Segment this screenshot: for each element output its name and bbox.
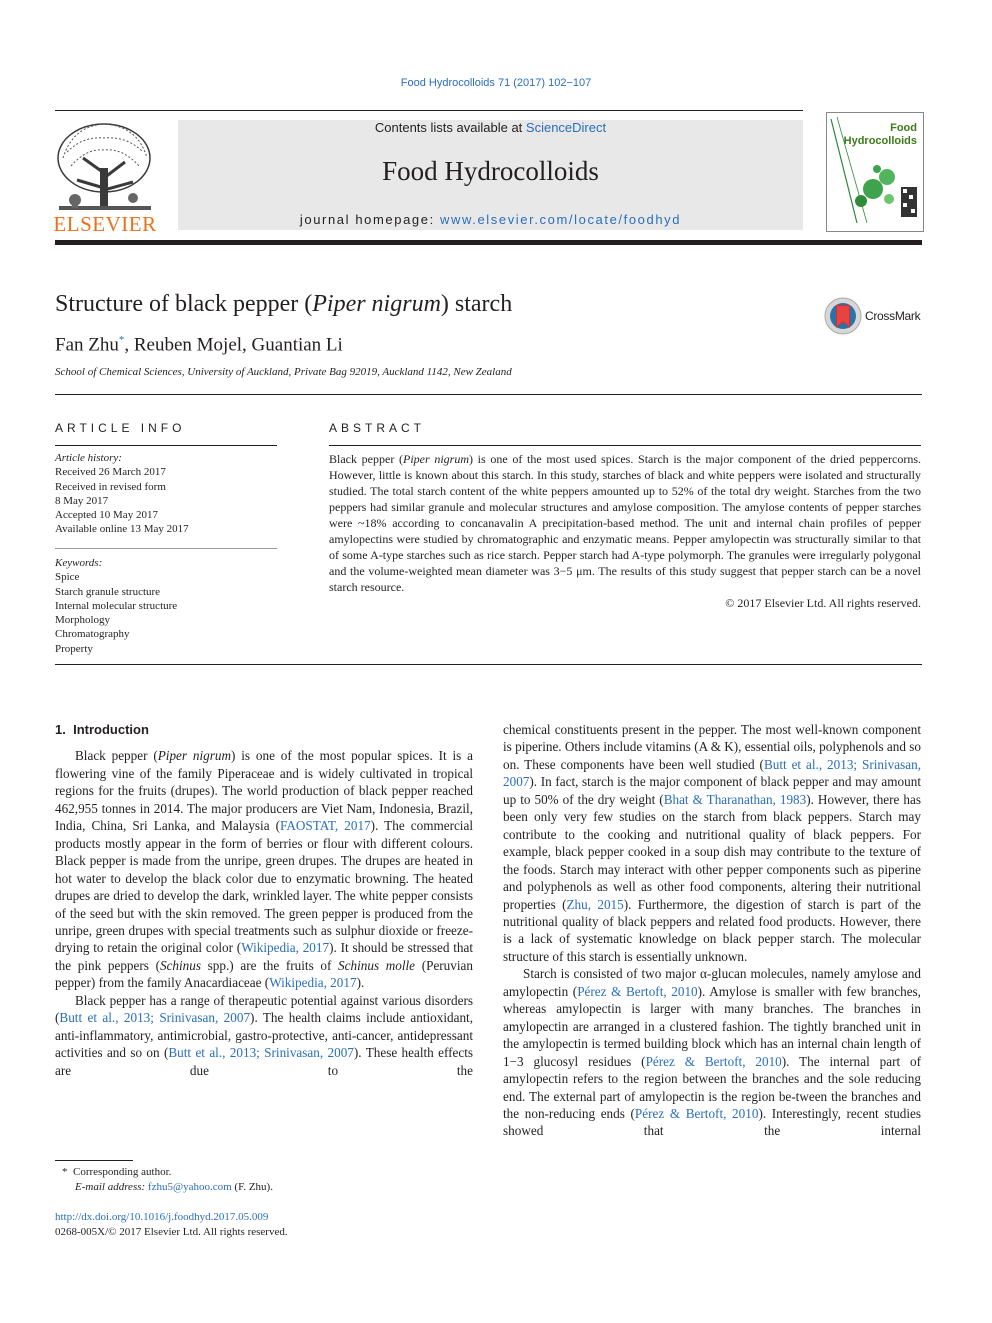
homepage-link[interactable]: www.elsevier.com/locate/foodhyd [440, 212, 682, 227]
article-title [55, 291, 512, 318]
cover-art-icon [827, 113, 921, 229]
crossmark-badge[interactable] [824, 296, 924, 336]
reference-link[interactable]: Butt et al., 2013; Srinivasan, 2007 [168, 1045, 354, 1061]
paragraph [55, 992, 473, 1079]
header-rule [55, 110, 803, 111]
text: ) is one of the most popular spices. It is a flowering vine of the family Piperaceae and is widely cultivated in tropical regions for the fruits (drupes). The world production of black pepper reached 462,955 tonnes in 2014. The major producers are Viet Nam, Indonesia, Brazil, India, China, Sri Lanka, and Malaysia ( [55, 748, 473, 834]
title-rule [55, 394, 922, 395]
history-item: Accepted 10 May 2017 [55, 509, 158, 522]
abstract-part: ) is one of the most used spices. Starch is the major component of the dried peppercorns. However, little is known about this starch. In this study, starches of black and white peppers were isolated and structurally studied. The total starch content of the white peppers amounted up to 52% of the total dry weight. Starches from the two peppers had similar granule and molecular structures and amylose composition. The amylose contents of pepper starches were ~18% according to concanavalin A precipitation-based method. The unit and internal chain profiles of pepper amylopectins were studied by chromatographic and enzymatic means. Pepper amylopectin was structurally similar to that of some A-type starches such as rice starch. Pepper starch had A-type polymorph. The granules were irregularly polygonal and the volume-weighted mean diameter was 3−5 μm. The results of this study suggest that pepper starch can be a novel starch resource. [329, 452, 921, 594]
reference-link[interactable]: Bhat & Tharanathan, 1983 [663, 791, 807, 807]
text: Starch is consisted of two major α-glucan molecules, namely amylose and amylopectin ( [503, 966, 921, 999]
elsevier-logo [53, 118, 157, 234]
section-title: Introduction [73, 722, 149, 737]
history-item: Received 26 March 2017 [55, 466, 166, 479]
history-label: Article history: [55, 452, 122, 464]
keyword: Spice [55, 571, 80, 584]
keyword: Starch granule structure [55, 585, 161, 598]
journal-homepage [178, 212, 803, 227]
header-thick-rule [55, 240, 922, 245]
text: ). The health claims include antioxidant, anti-inflammatory, antimicrobial, gastro-protective, anti-cancer, antidepressant activities and so on ( [55, 1010, 473, 1061]
crossmark-label: CrossMark [865, 309, 921, 323]
footnote-text: Corresponding author. [73, 1166, 172, 1178]
doi-link[interactable] [55, 1210, 268, 1225]
keyword: Internal molecular structure [55, 599, 178, 612]
keywords [55, 556, 177, 656]
footnote-mark: * [62, 1166, 68, 1178]
section-number: 1. [55, 722, 66, 737]
paragraph [503, 965, 921, 1140]
text: spp.) are the fruits of [201, 957, 339, 973]
reference-link[interactable]: Pérez & Bertoft, 2010 [634, 1105, 759, 1121]
reference-link[interactable]: Pérez & Bertoft, 2010 [577, 983, 698, 999]
contents-prefix: Contents lists available at [374, 120, 526, 135]
email-label: E-mail address: [75, 1181, 148, 1193]
keyword: Property [55, 642, 93, 655]
sciencedirect-link[interactable]: ScienceDirect [525, 120, 607, 135]
footnote-rule [55, 1160, 133, 1161]
abstract-part: Black pepper ( [329, 452, 403, 466]
text: ). It should be stressed that the pink peppers ( [55, 940, 474, 973]
author-1: Fan Zhu [55, 334, 119, 356]
left-column [55, 721, 473, 1079]
text: ). These health effects are due to the [55, 1045, 474, 1078]
text: ). [356, 975, 365, 991]
journal-citation[interactable]: Food Hydrocolloids 71 (2017) 102−107 [400, 77, 592, 89]
text-italic: Schinus molle [338, 957, 416, 973]
text: ). The commercial products mostly appear in the form of berries or flour with different colours. Black pepper is made from the unripe, green drupes. The drupes are heated in hot water to develop the black color due to enzymatic browning. The heated drupes are dried to develop the dark, wrinkled layer. The white pepper consists of the seed but with the skin removed. The green pepper is produced from the unripe, green drupes with special treatments such as sulphur dioxide or freeze-drying to retain the original color ( [55, 818, 473, 956]
reference-link[interactable]: Wikipedia, 2017 [241, 940, 330, 956]
text: (Peruvian pepper) from the family Anacardiaceae ( [55, 957, 473, 991]
article-info-rule [55, 445, 277, 446]
history-item: 8 May 2017 [55, 494, 109, 507]
reference-link[interactable]: FAOSTAT, 2017 [280, 818, 371, 834]
abstract-heading: ABSTRACT [329, 421, 426, 435]
abstract-rule [329, 445, 921, 446]
title-part-end: ) starch [440, 291, 513, 317]
contents-line [178, 120, 803, 135]
cover-title-line-2: Hydrocolloids [843, 135, 917, 147]
journal-name: Food Hydrocolloids [382, 156, 599, 186]
text-italic: Piper nigrum [157, 748, 231, 764]
text: ). However, there has been only very few studies on the starch from black peppers. Starch may contribute to the cooking and nutritional quality of black peppers. For example, black pepper cooked in a soup dish may contribute to the texture of the foods. Starch may interact with other pepper components such as piperine and polyphenols as well as other food components, altering their nutritional properties ( [503, 791, 922, 912]
text: ). Interestingly, recent studies showed that the internal [503, 1105, 921, 1139]
email-link[interactable]: fzhu5@yahoo.com [147, 1181, 232, 1193]
author-list [55, 334, 343, 356]
title-part: Structure of black pepper ( [55, 291, 313, 317]
history-item: Available online 13 May 2017 [55, 523, 189, 536]
corresponding-footnote [62, 1165, 171, 1180]
section-heading [55, 721, 473, 738]
right-column [503, 721, 921, 1140]
title-italic: Piper nigrum [312, 291, 441, 317]
text: ). The internal part of amylopectin refers to the region between the branches and the sole reducing end. The external part of amylopectin is the region be-tween the branches and the non-reducing ends ( [503, 1053, 922, 1121]
reference-link[interactable]: Pérez & Bertoft, 2010 [645, 1053, 782, 1069]
issn-line: 0268-005X/© 2017 Elsevier Ltd. All rights reserved. [55, 1226, 288, 1238]
reference-link[interactable]: Butt et al., 2013; Srinivasan, 2007 [59, 1010, 251, 1026]
copyright: © 2017 Elsevier Ltd. All rights reserved. [725, 596, 921, 610]
history-item: Received in revised form [55, 480, 166, 493]
cover-title-line-1: Food [890, 122, 917, 134]
elsevier-wordmark: ELSEVIER [53, 212, 157, 236]
email-after: (F. Zhu). [231, 1181, 273, 1193]
crossmark-icon [824, 296, 864, 336]
abstract-bottom-rule [55, 664, 922, 665]
article-info-heading: ARTICLE INFO [55, 421, 186, 435]
keywords-rule [55, 548, 277, 549]
reference-link[interactable]: Zhu, 2015 [566, 896, 624, 912]
text: ). In fact, starch is the major component of black pepper and may amount up to 50% of the dry weight ( [503, 774, 921, 807]
paragraph [503, 721, 921, 965]
text-italic: Schinus [159, 957, 201, 973]
keyword: Chromatography [55, 628, 130, 641]
doi-url[interactable]: http://dx.doi.org/10.1016/j.foodhyd.2017.05.009 [55, 1211, 269, 1223]
text: Black pepper has a range of therapeutic potential against various disorders ( [55, 992, 473, 1026]
article-history [55, 451, 189, 537]
authors-rest: , Reuben Mojel, Guantian Li [124, 334, 343, 356]
affiliation: School of Chemical Sciences, University of Auckland, Private Bag 92019, Auckland 1142, New Zealand [55, 366, 512, 378]
journal-cover [826, 112, 924, 232]
paragraph [55, 747, 473, 991]
reference-link[interactable]: Wikipedia, 2017 [269, 975, 357, 991]
keywords-label: Keywords: [55, 557, 103, 569]
keyword: Morphology [55, 614, 110, 627]
corresponding-mark[interactable]: * [118, 334, 125, 346]
abstract-text [329, 451, 921, 611]
reference-link[interactable]: Butt et al., 2013; Srinivasan, 2007 [503, 756, 921, 790]
abstract-italic: Piper nigrum [402, 452, 469, 466]
email-footnote [75, 1180, 273, 1195]
text: chemical constituents present in the pepper. The most well-known component is piperine. Others include vitamins (A & K), essential oils, polyphenols and so on. These components have been well studied ( [503, 722, 921, 772]
text: ). Furthermore, the digestion of starch is part of the nutritional quality of black peppers and related food products. However, there is a lack of systematic knowledge on black pepper starch. The molecular structure of this starch is essentially unknown. [503, 896, 922, 964]
homepage-prefix: journal homepage: [299, 212, 440, 227]
text: ). Amylose is smaller with few branches, whereas amylopectin is larger with many branches. The branches in amylopectin are arranged in a clustered fashion. The tightly branched unit in the amylopectin is termed building block which has an internal chain length of 1−3 glucosyl residues ( [503, 983, 921, 1069]
text: Black pepper ( [75, 748, 158, 764]
